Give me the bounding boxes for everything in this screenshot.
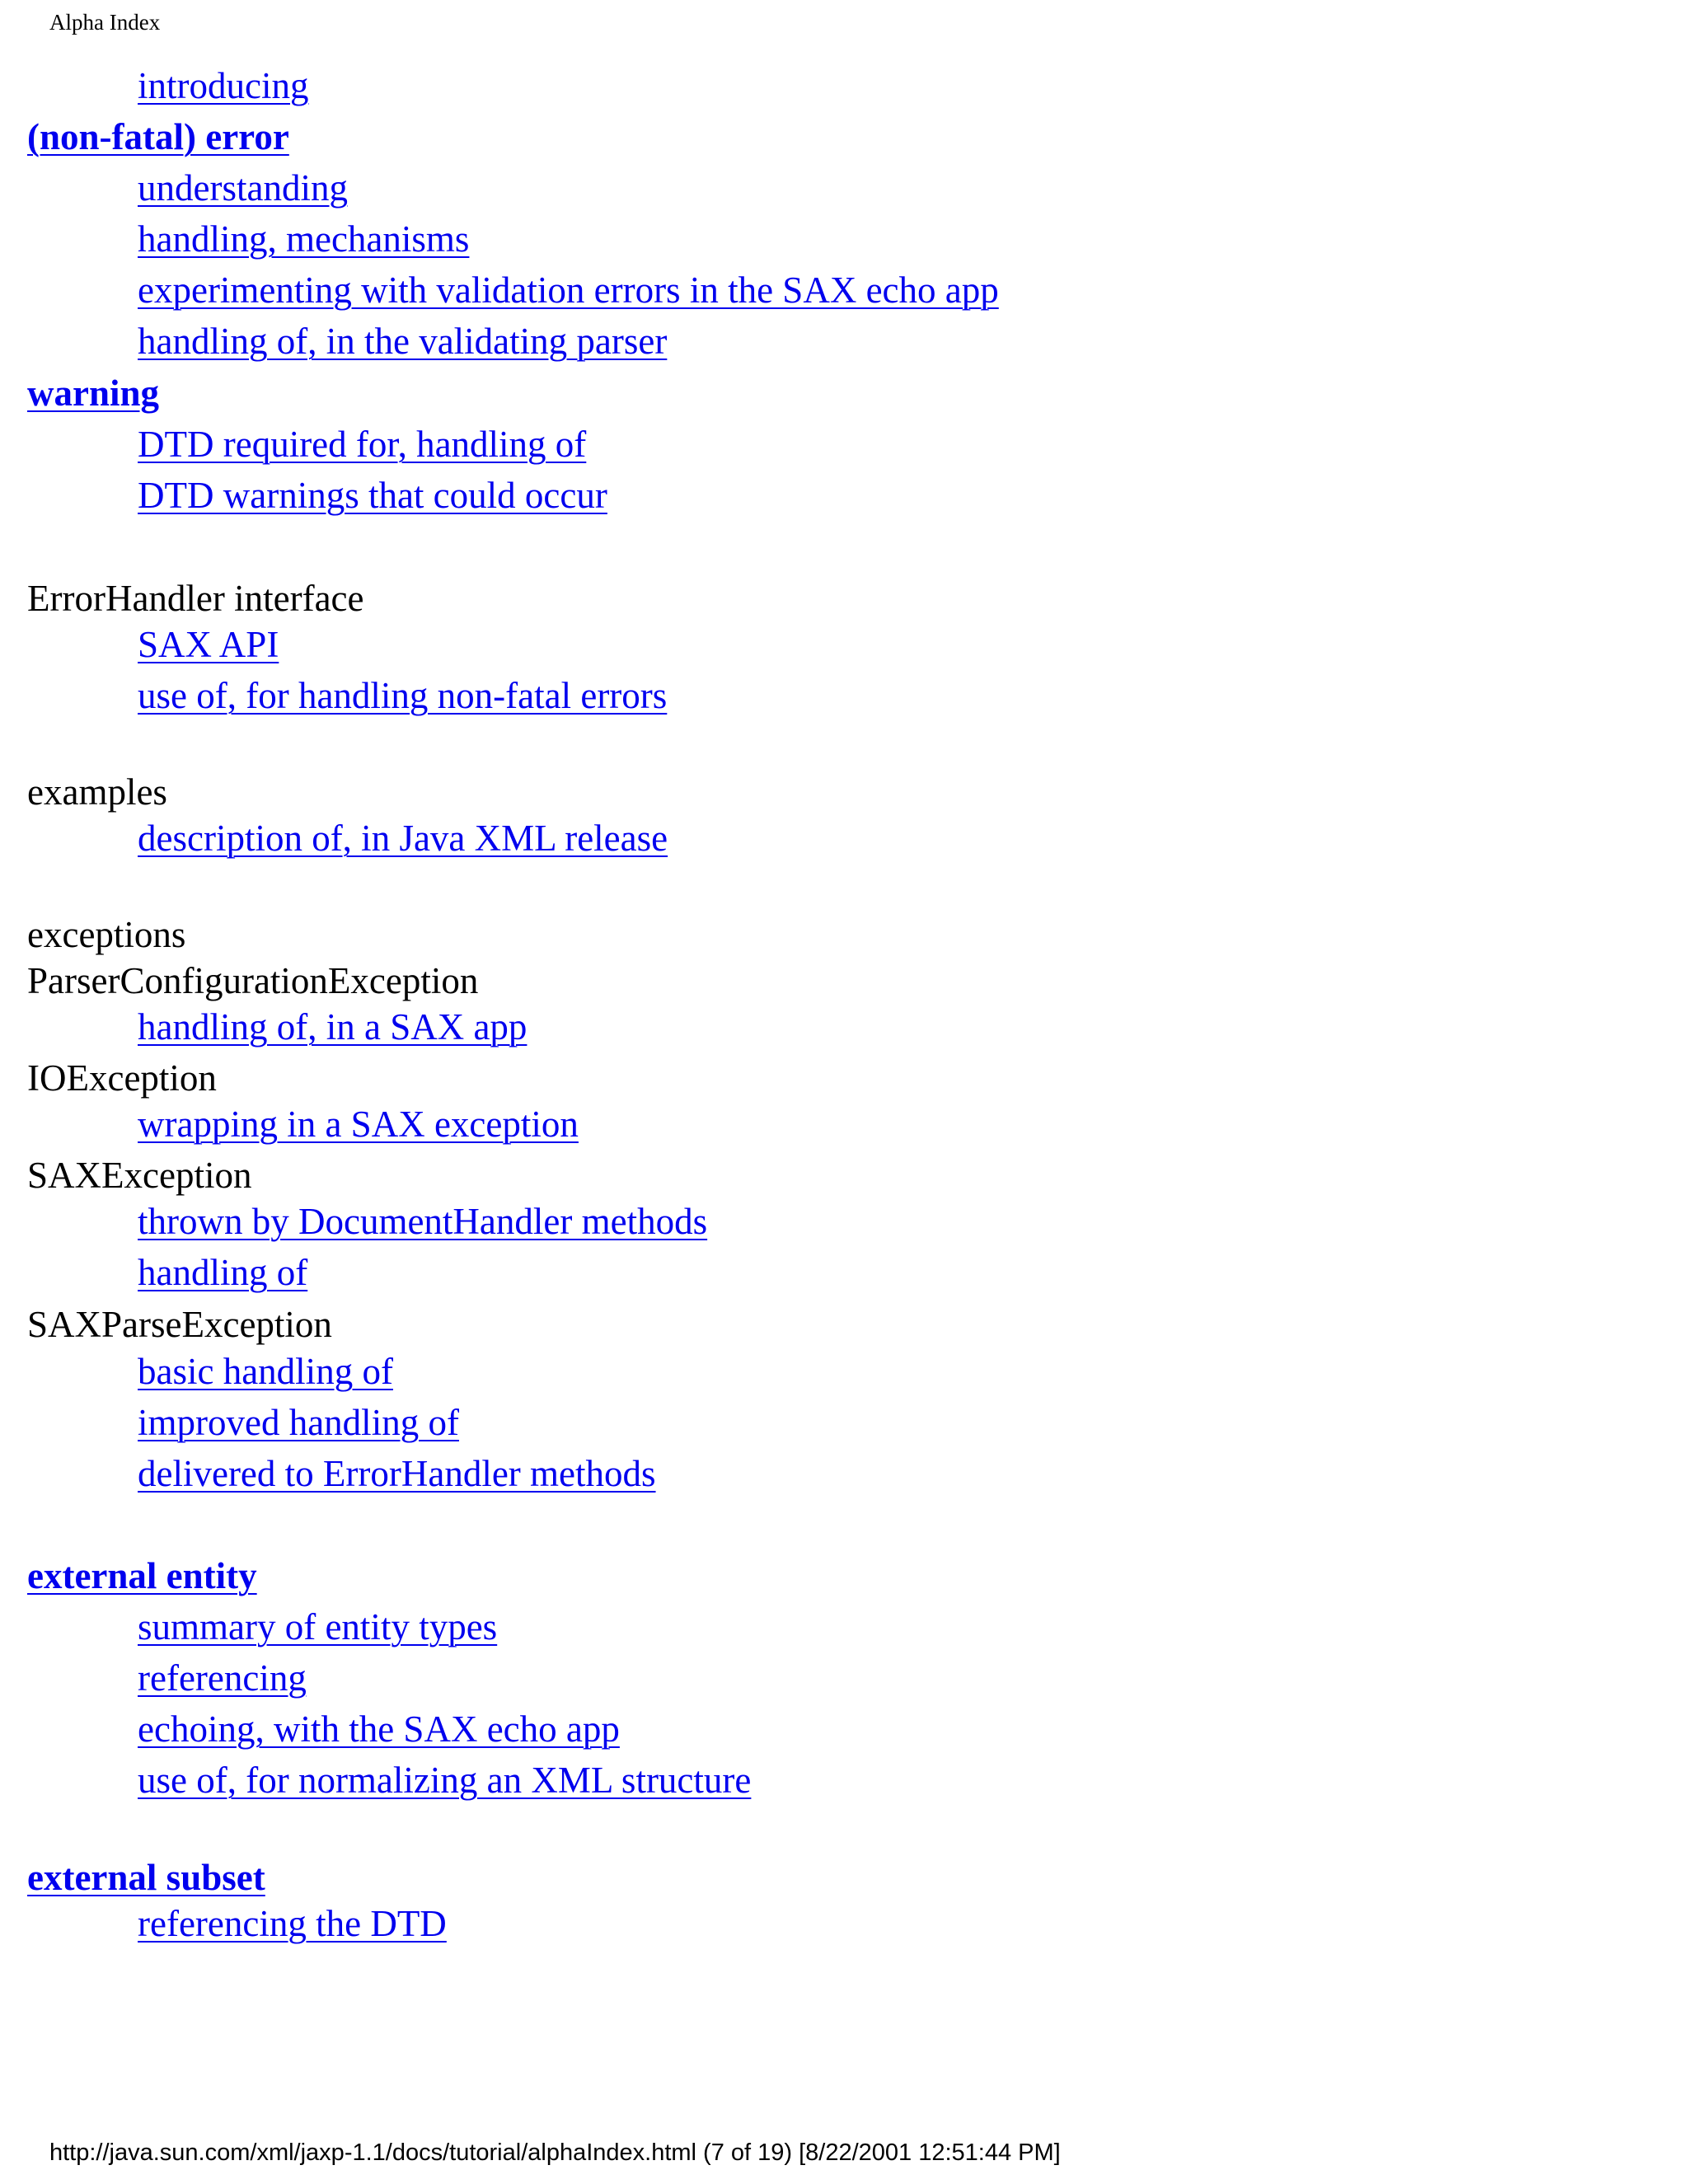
index-entry-link[interactable]: external entity <box>27 1555 257 1596</box>
index-entry-heading: IOException <box>27 1057 217 1099</box>
index-entry-link[interactable]: external subset <box>27 1857 265 1898</box>
index-subentry-link[interactable]: handling, mechanisms <box>138 218 470 260</box>
index-subentry-link[interactable]: basic handling of <box>138 1351 393 1392</box>
index-subentry-link[interactable]: understanding <box>138 167 348 209</box>
index-subentry-link[interactable]: handling of, in the validating parser <box>138 321 668 362</box>
index-entry-heading: SAXParseException <box>27 1304 332 1345</box>
index-subentry-link[interactable]: DTD required for, handling of <box>138 424 587 465</box>
index-entry-heading: ParserConfigurationException <box>27 960 479 1001</box>
index-subentry-link[interactable]: referencing <box>138 1657 307 1699</box>
index-subentry-link[interactable]: echoing, with the SAX echo app <box>138 1708 620 1750</box>
index-entry-heading: ErrorHandler interface <box>27 578 364 619</box>
index-subentry-link[interactable]: summary of entity types <box>138 1606 498 1647</box>
index-subentry-link[interactable]: DTD warnings that could occur <box>138 475 607 516</box>
index-subentry-link[interactable]: experimenting with validation errors in the SAX echo app <box>138 269 999 311</box>
index-subentry-link[interactable]: SAX API <box>138 624 279 665</box>
index-subentry-link[interactable]: use of, for normalizing an XML structure <box>138 1760 752 1801</box>
index-subentry-link[interactable]: referencing the DTD <box>138 1903 447 1944</box>
index-subentry-link[interactable]: delivered to ErrorHandler methods <box>138 1453 656 1494</box>
index-entry-link[interactable]: warning <box>27 373 160 414</box>
index-subentry-link[interactable]: handling of <box>138 1252 308 1293</box>
index-entry-heading: examples <box>27 771 167 813</box>
index-subentry-link[interactable]: improved handling of <box>138 1402 459 1443</box>
index-entry-link[interactable]: (non-fatal) error <box>27 116 289 157</box>
index-subentry-link[interactable]: handling of, in a SAX app <box>138 1006 528 1047</box>
index-subentry-link[interactable]: thrown by DocumentHandler methods <box>138 1201 708 1242</box>
page-header-title: Alpha Index <box>49 10 161 35</box>
index-entry-heading: exceptions <box>27 914 186 955</box>
index-subentry-link[interactable]: introducing <box>138 65 309 106</box>
index-entry-heading: SAXException <box>27 1155 252 1196</box>
page-footer-url: http://java.sun.com/xml/jaxp-1.1/docs/tutorial/alphaIndex.html (7 of 19) [8/22/2001 12:51:44 PM] <box>49 2139 1061 2166</box>
index-subentry-link[interactable]: wrapping in a SAX exception <box>138 1104 579 1145</box>
index-subentry-link[interactable]: use of, for handling non-fatal errors <box>138 675 668 716</box>
index-subentry-link[interactable]: description of, in Java XML release <box>138 818 668 859</box>
